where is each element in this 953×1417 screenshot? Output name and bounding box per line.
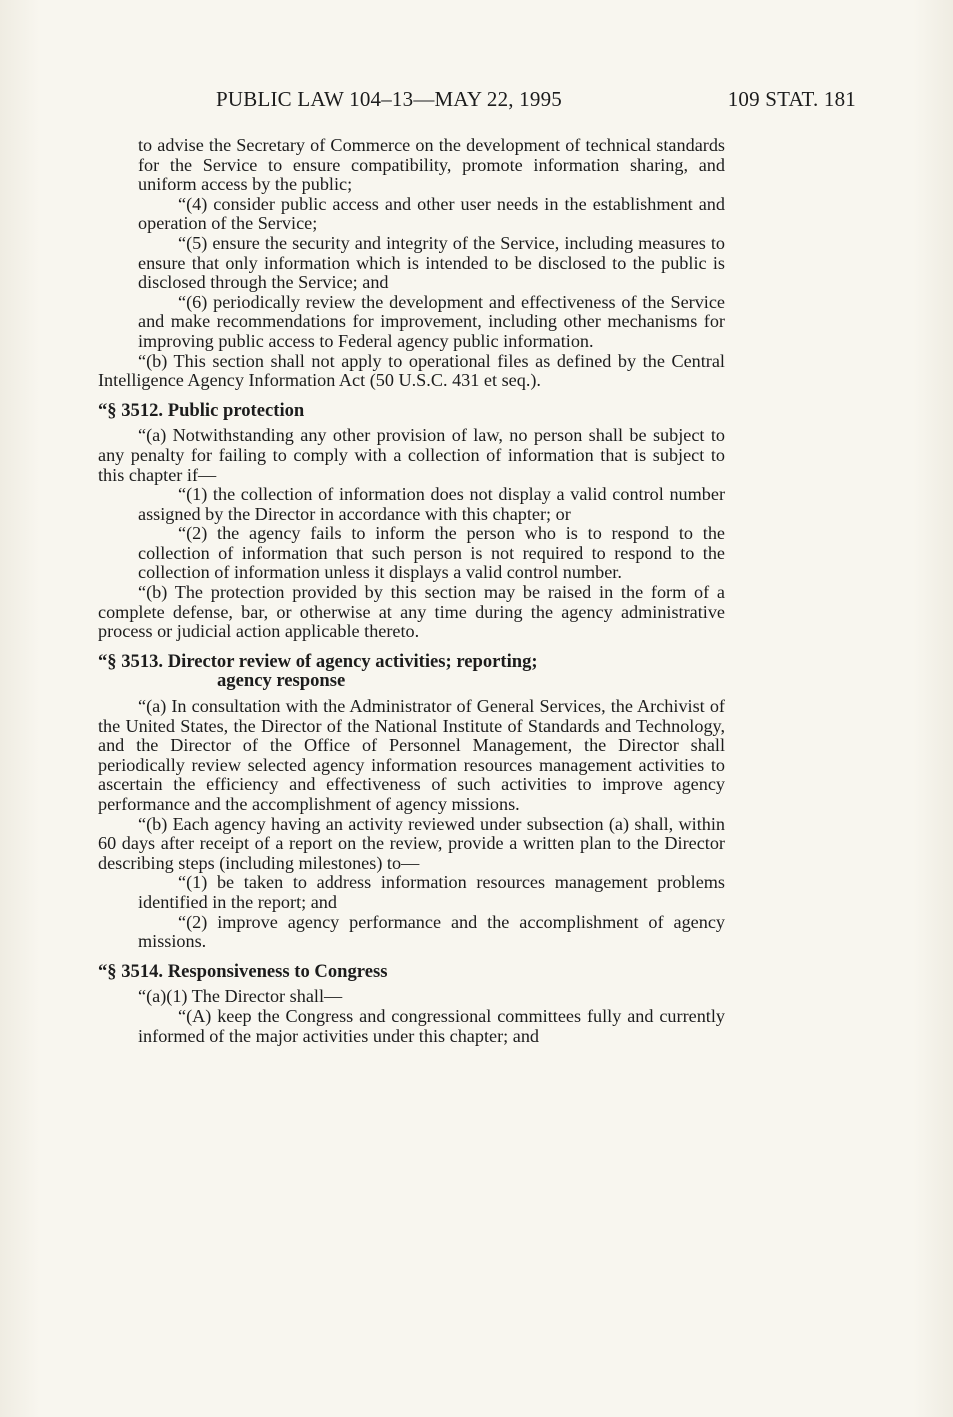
paragraph: “(b) The protection provided by this section may be raised in the form of a complete defense, bar, or otherwise at any time during the agency administrative process or judicial action applicable thereto. [98, 582, 725, 642]
paragraph: “(b) This section shall not apply to operational files as defined by the Central Intelligence Agency Information Act (50 U.S.C. 431 et seq.). [98, 350, 725, 391]
paragraph: “(a)(1) The Director shall— [138, 986, 343, 1007]
section-heading-3514: “§ 3514. Responsiveness to Congress [98, 960, 388, 982]
page-header [216, 87, 856, 117]
paragraph: “(A) keep the Congress and congressional committees fully and currently informed of the major activities under this chapter; and [138, 1005, 725, 1046]
paragraph: “(2) improve agency performance and the accomplishment of agency missions. [138, 911, 725, 952]
section-heading-line: agency response [217, 670, 346, 692]
running-title: PUBLIC LAW 104–13—MAY 22, 1995 [216, 87, 562, 111]
paragraph: “(a) Notwithstanding any other provision of law, no person shall be subject to any penalty for failing to comply with a collection of information that is subject to this chapter if— [98, 425, 725, 485]
paragraph: “(b) Each agency having an activity reviewed under subsection (a) shall, within 60 days after receipt of a report on the review, provide a written plan to the Director describing steps (including milestones) to— [98, 813, 725, 873]
paragraph: “(6) periodically review the development and effectiveness of the Service and make recommendations for improvement, including other mechanisms for improving public access to Federal agency public information. [138, 291, 725, 351]
section-heading-line: “§ 3513. Director review of agency activities; reporting; [98, 650, 538, 672]
paragraph: “(1) the collection of information does not display a valid control number assigned by the Director in accordance with this chapter; or [138, 484, 725, 524]
section-heading-3513 [98, 652, 725, 691]
paragraph: “(1) be taken to address information resources management problems identified in the report; and [138, 872, 725, 912]
paragraph: to advise the Secretary of Commerce on the development of technical standards for the Service to ensure compatibility, promote information sharing, and uniform access by the public; [138, 135, 725, 195]
section-heading-3512: “§ 3512. Public protection [98, 399, 305, 421]
paragraph: “(2) the agency fails to inform the person who is to respond to the collection of information that such person is not required to respond to the collection of information unless it displays a valid control number. [138, 523, 725, 583]
statute-page-number: 109 STAT. 181 [727, 87, 856, 111]
paragraph: “(5) ensure the security and integrity of the Service, including measures to ensure that only information which is intended to be disclosed to the public is disclosed through the Service; and [138, 232, 725, 293]
paragraph: “(a) In consultation with the Administrator of General Services, the Archivist of the United States, the Director of the National Institute of Standards and Technology, and the Director of the Office of Personnel Management, the Director shall periodically review selected agency information resources management activities to ascertain the efficiency and effectiveness of such activities to improve agency performance and the accomplishment of agency missions. [98, 696, 725, 814]
paragraph: “(4) consider public access and other user needs in the establishment and operation of the Service; [138, 193, 725, 234]
document-body [98, 136, 725, 1046]
